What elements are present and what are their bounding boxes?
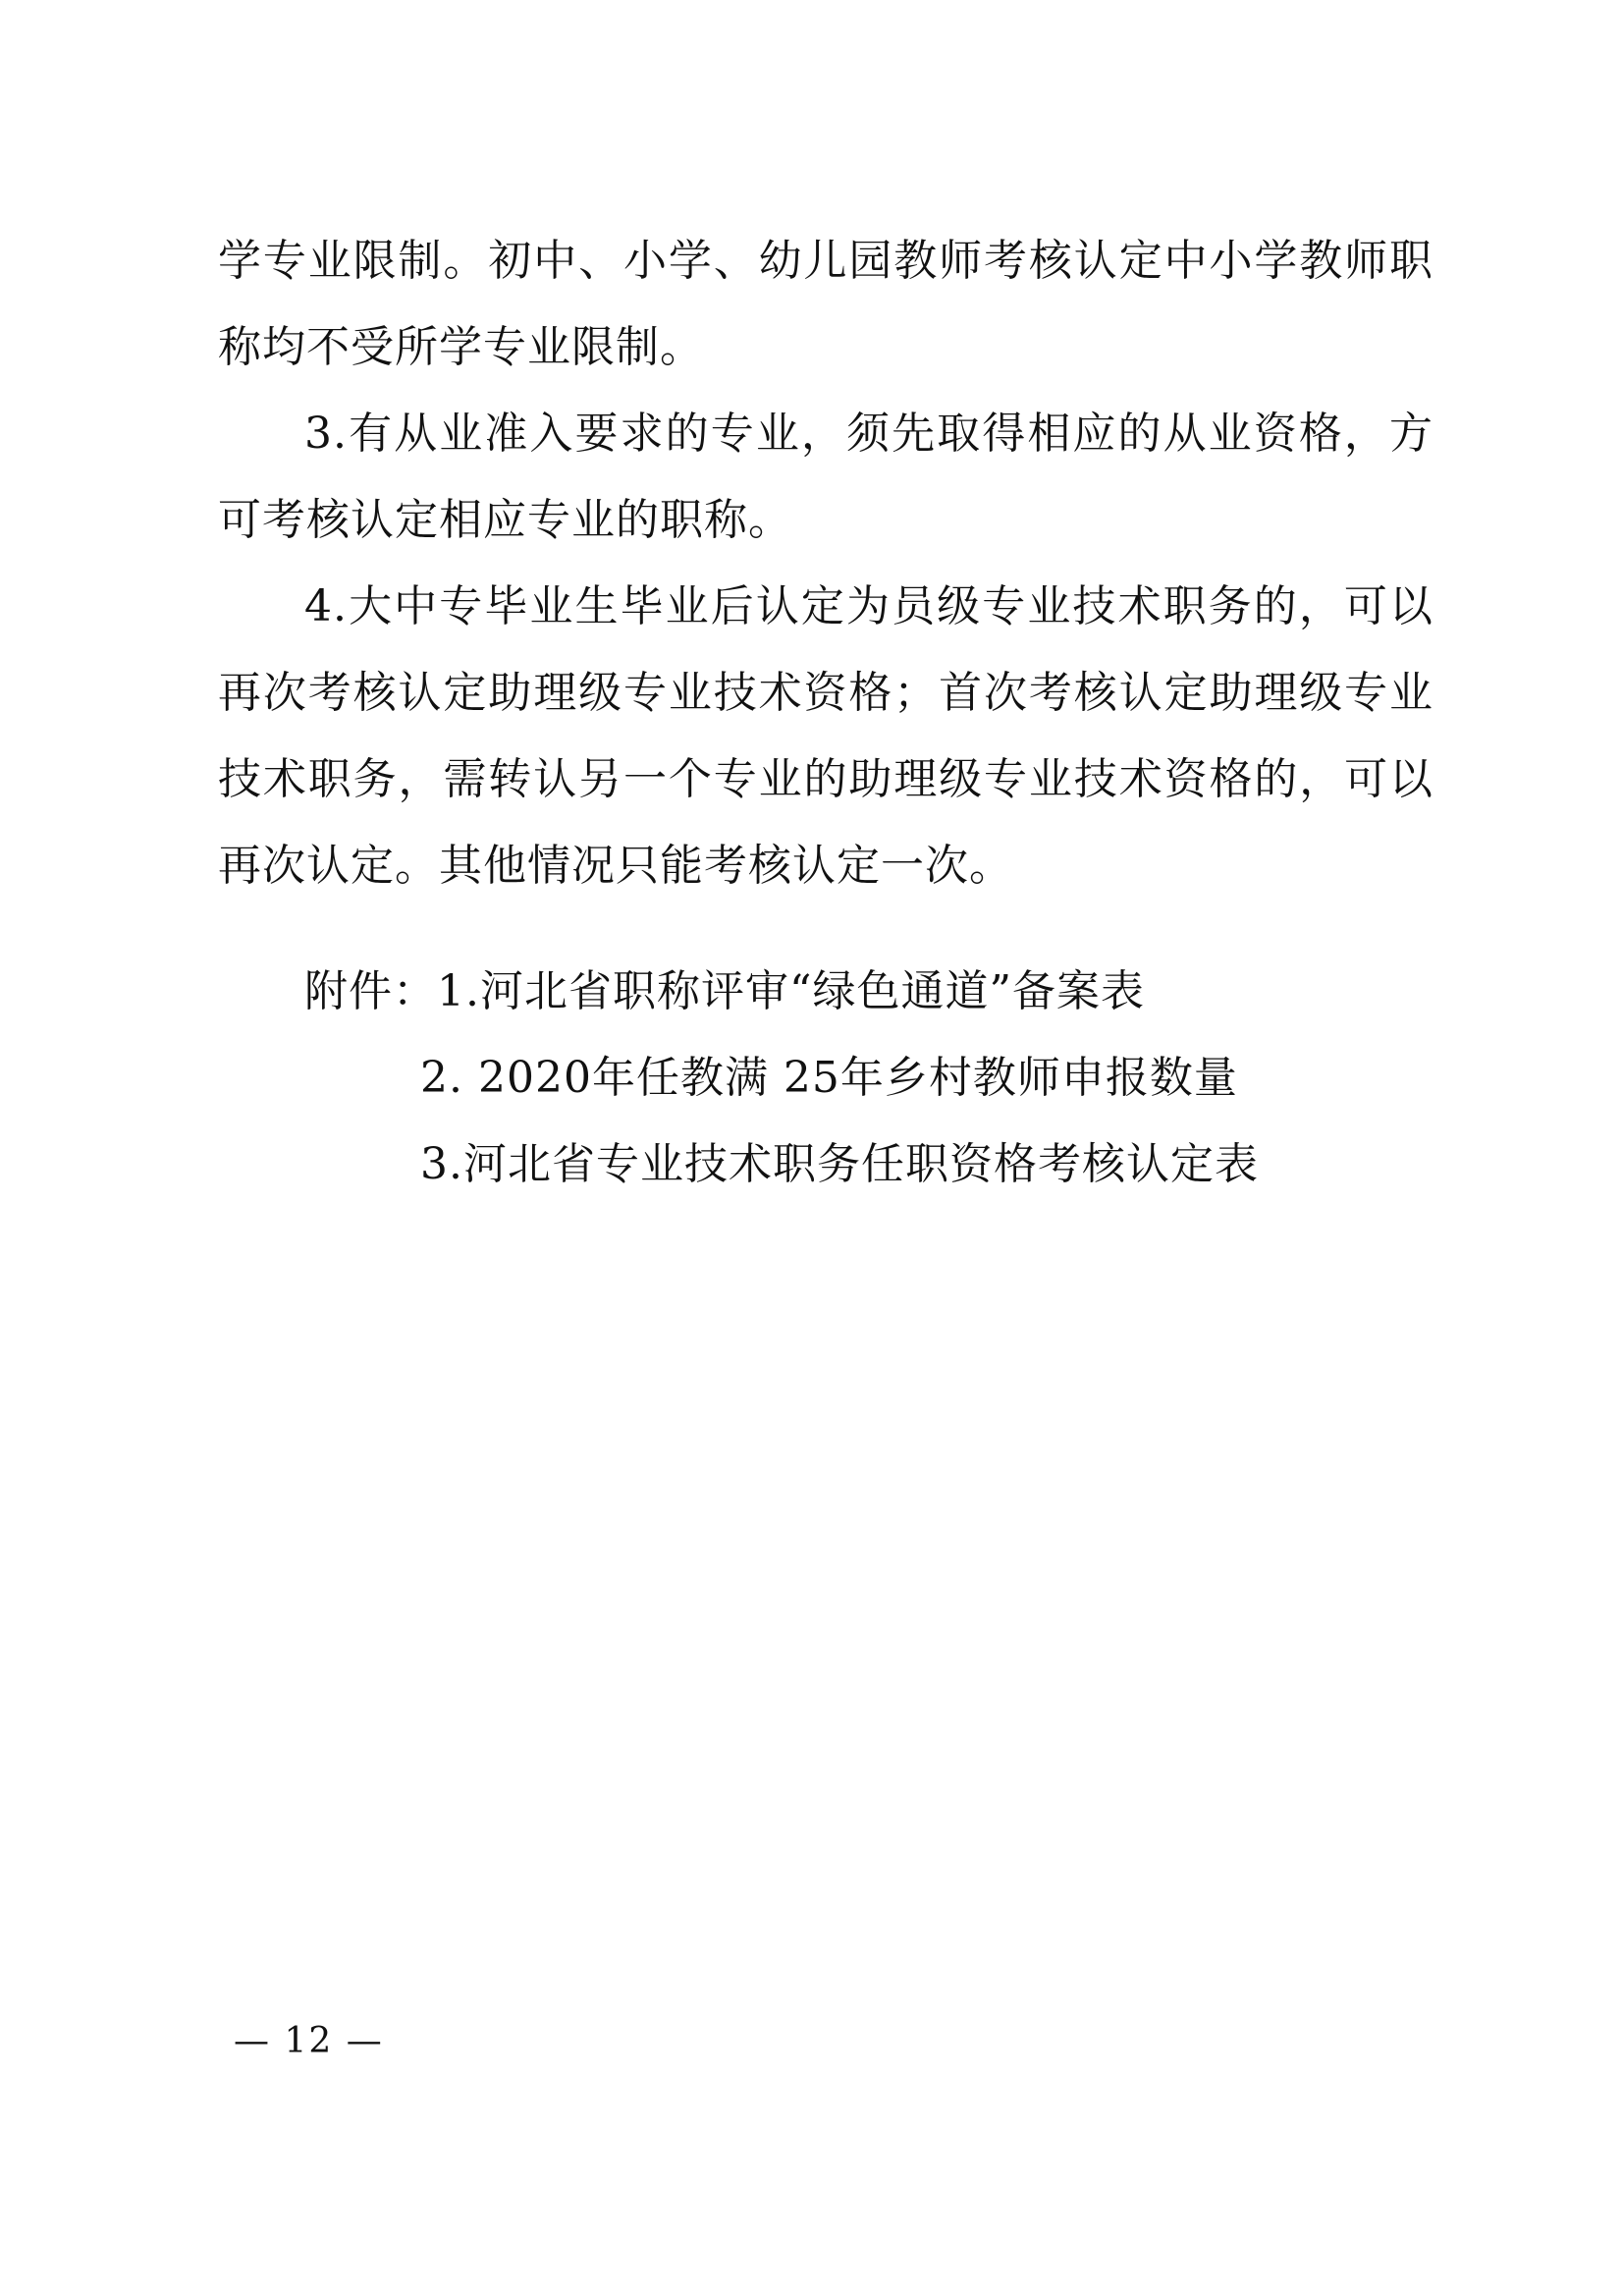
attachment-item-1: 附件：1.河北省职称评审“绿色通道”备案表 bbox=[304, 966, 1145, 1016]
attachment-item-3: 3.河北省专业技术职务任职资格考核认定表 bbox=[420, 1139, 1259, 1189]
attachment-item-2: 2. 2020年任教满 25年乡村教师申报数量 bbox=[420, 1053, 1238, 1103]
body-text bbox=[218, 218, 1433, 909]
paragraph-item-4: 4.大中专毕业生毕业后认定为员级专业技术职务的，可以再次考核认定助理级专业技术资格；首次考核认定助理级专业技术职务，需转认另一个专业的助理级专业技术资格的，可以再次认定。其他情况只能考核认定一次。 bbox=[218, 581, 1433, 891]
paragraph-continuation: 学专业限制。初中、小学、幼儿园教师考核认定中小学教师职称均不受所学专业限制。 bbox=[218, 236, 1433, 372]
paragraph-item-3: 3.有从业准入要求的专业，须先取得相应的从业资格，方可考核认定相应专业的职称。 bbox=[218, 409, 1433, 545]
page-number: — 12 — bbox=[234, 2021, 384, 2061]
attachments-list bbox=[304, 949, 1384, 1208]
